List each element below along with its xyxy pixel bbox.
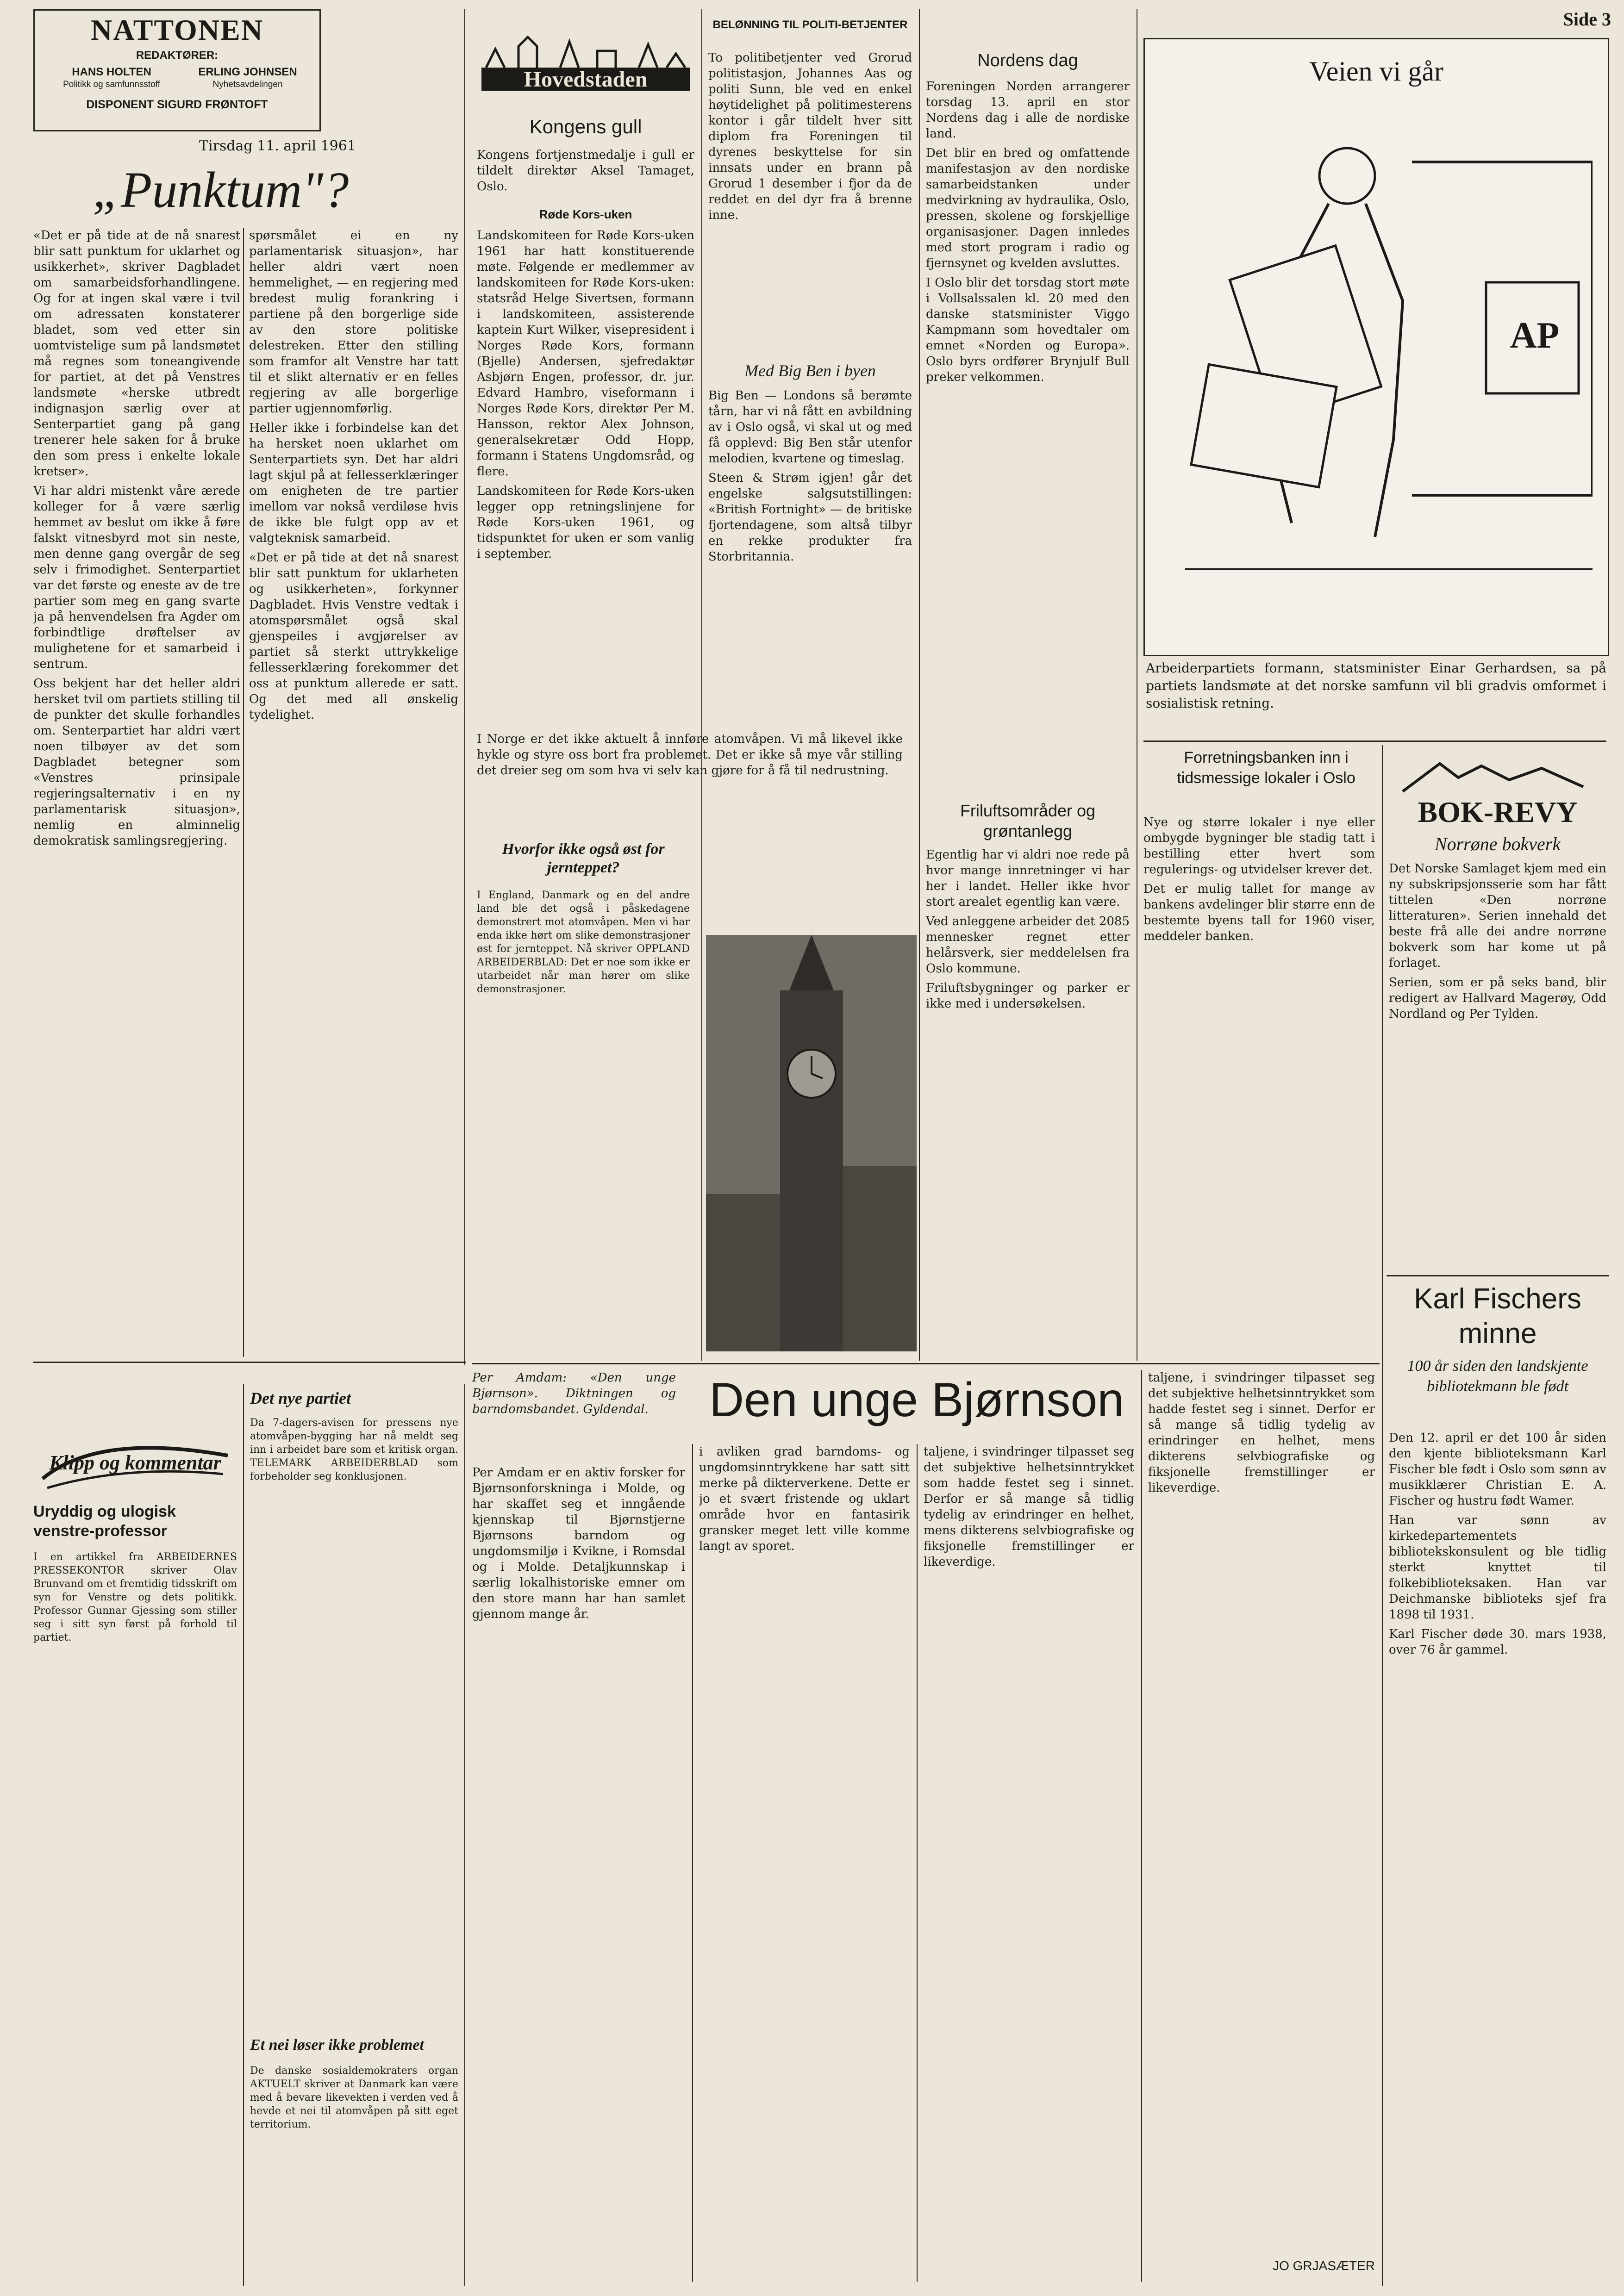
hvorfor-text: I England, Danmark og en del andre land ble det også i påskedagene demonstrert mot atomvåpen. Men vi har enda ikke hørt om slike demonstrasjoner øst for jernteppet. Nå skriver OPPLAND ARBEIDERBLAD: Det er noe som ikke er utarbeidet når man hører om slike demonstrasjoner. (477, 890, 690, 995)
editor-2-role: Nyhetsavdelingen (212, 80, 283, 89)
bjornson-paragraph: taljene, i svindringer tilpasset seg det subjektive helhetsinntrykket som hadde festet seg i sinnet. Derfor er så mange så tidlig tydelig av erindringer en helhet, mens dikterens selvbiografiske og fiksjonelle fremstillinger er likeverdige. (1148, 1371, 1375, 1495)
hov-paragraph: Landskomiteen for Røde Kors-uken 1961 har hatt konstituerende møte. Følgende er medlemmer av landskomiteen for Røde Kors-uken: statsråd Helge Sivertsen, formann i landskomiteen, assisterende kaptein Kurt Wilker, visepresident i Norges Røde Kors, formann (Bjelle) Andersen, sjefredaktør Asbjørn Engen, professor, dr. jur. Edvard Hambro, viseformann i Norges Røde Kors, direktør Per M. Hansson, rektor Alex Johnson, generalsekretær Odd Hopp, formann i Statens Ungdomsråd, og flere. (477, 229, 694, 479)
lead-headline: „Punktum"? (93, 162, 349, 218)
bjornson-col-4 (1148, 1370, 1375, 2249)
hovedstaden-title: Hovedstaden (524, 67, 648, 92)
bokrevy-title: BOK-REVY (1418, 796, 1578, 828)
bigben-subheading: Med Big Ben i byen (744, 361, 876, 380)
page-number: Side 3 (1563, 9, 1611, 30)
hovedstaden-logo (477, 28, 694, 97)
column-rule (1382, 745, 1383, 2286)
dateline: Tirsdag 11. april 1961 (199, 138, 356, 154)
editors-label: REDAKTØRER: (136, 49, 219, 62)
bigben-photo (706, 935, 917, 1351)
bokrevy-paragraph: Det Norske Samlaget kjem med ein ny subskripsjonsserie som har fått tittelen «Den norrøne litteraturen». Serien innehald det beste frå alle dei andre norrøne bokverk som har kome ut på forlaget. (1389, 862, 1606, 970)
lead-paragraph: Oss bekjent har det heller aldri hersket tvil om partiets stilling til de punkter det skulle forhandles om. Senterpartiet har aldri vært noen tilbøyer av det som Dagbladet betegner som «Venstres prinsipale regjeringsalternativ i en ny parlamentarisk situasjon», nemlig en alminnelig demokratisk samlingsregjering. (33, 677, 240, 848)
friluft-paragraph: Egentlig har vi aldri noe rede på hvor mange innretninger vi har her i landet. Heller ikke hvor stort arealet egentlig kan være. (926, 848, 1130, 909)
forretning-head: Forretningsbanken inn i tidsmessige lokaler i Oslo (1177, 749, 1355, 787)
column-rule (243, 1384, 244, 2286)
bokrevy-sub: Norrøne bokverk (1434, 834, 1561, 854)
lead-column-1 (33, 228, 240, 1357)
editor-2: ERLING JOHNSEN (198, 66, 297, 78)
belonning-text: To politibetjenter ved Grorud politistasjon, Johannes Aas og politi Sunn, ble ved en enkel høytidelighet på politimesterens kontor i går tildelt hver sitt diplom fra Foreningen til dyrenes beskyttelse for sin innsats under en brann på Grorud 1 desember i fjor da de reddet en del dyr fra å brenne inne. (708, 51, 912, 222)
friluft-paragraph: Friluftsbygninger og parker er ikke med i undersøkelsen. (926, 981, 1130, 1011)
paper-name: NATTONEN (91, 13, 263, 46)
editor-1: HANS HOLTEN (72, 66, 151, 78)
fellescol-text: I Norge er det ikke aktuelt å innføre atomvåpen. Vi må likevel ikke hykle og styre oss bort fra problemet. Det er ikke så mye vår stilling det dreier seg om som hva vi selv kan gjøre for å få til nedrustning. (477, 732, 903, 778)
fischer-text (1389, 1430, 1606, 2268)
fischer-paragraph: Han var sønn av kirkedepartementets bibliotekskonsulent og ble tidlig sterkt knyttet til folkebiblioteksaken. Han var Deichmanske biblioteks sjef fra 1898 til 1931. (1389, 1513, 1606, 1622)
nordens-paragraph: I Oslo blir det torsdag stort møte i Vollsalssalen kl. 20 med den danske statsminister Viggo Kampmann som hovedtaler om emnet «Norden og Europa». Oslo byrs ordfører Brynjulf Bull preker velkommen. (926, 276, 1130, 384)
klipp-text-1: I en artikkel fra ARBEIDERNES PRESSEKONTOR skriver Olav Brunvand om et fremtidig tidsskrift om syn for Venstre og dets politikk. Professor Gunnar Gjessing som stiller seg i sitt syn først på forhold til partiet. (33, 1551, 237, 1643)
column-rule (464, 9, 465, 1365)
lead-paragraph: Heller ikke i forbindelse kan det ha hersket noen uklarhet om Senterpartiets syn. Det har aldri lagt skjul på at fellesserklæringer om enigheten de tre partier imellom var nokså verdiløse hvis de ikke ble fulgt opp av et valgteknisk samarbeid. (249, 421, 458, 545)
nordens-paragraph: Foreningen Norden arrangerer torsdag 13. april en stor Nordens dag i alle de nordiske land. (926, 80, 1130, 141)
bjornson-head: Den unge Bjørnson (709, 1373, 1124, 1427)
fischer-paragraph: Karl Fischer døde 30. mars 1938, over 76 år gammel. (1389, 1627, 1606, 1657)
fischer-head-1: Karl Fischers (1414, 1283, 1581, 1315)
bjornson-col-1: Per Amdam er en aktiv forsker for Bjørnsonforskninga i Molde, og har skaffet seg et inngående kjennskap til Bjørnstjerne Bjørnsons barndom og ungdomsmiljø i Kvikne, i Romsdal og i Molde. Detaljkunnskap i særlig lokalhistoriske emner om den store mann har han samlet gjennom mange år. (472, 1466, 685, 1621)
klipp-sub-3: Et nei løser ikke problemet (250, 2036, 424, 2053)
column-rule (917, 1444, 918, 2282)
lead-paragraph: spørsmålet ei en ny parlamentarisk situasjon», har heller aldri vært noen hemmelighet, — en regjering med bredest mulig forankring i partiene på den borgerlige side av den store politiske delestreken. Etter den stilling som framfor alt Venstre har tatt til et slikt alternativ er en felles regjering av alle borgerlige partier ugjennomførlig. (249, 229, 458, 416)
fischer-paragraph: Den 12. april er det 100 år siden den kjente biblioteksmann Karl Fischer ble født i Oslo som sønn av musikklærer Christian E. A. Fischer og hustru født Wamer. (1389, 1431, 1606, 1508)
forretning-paragraph: Det er mulig tallet for mange av bankens avdelinger blir større enn de bestemte byens tall for 1960 viser, meddeler banken. (1143, 882, 1375, 943)
bokrevy-text (1389, 861, 1606, 1268)
hov-text (477, 228, 694, 723)
fischer-sub: 100 år siden den landskjente bibliotekmann ble født (1407, 1357, 1588, 1395)
column-rule (919, 9, 920, 1361)
klipp-sub-2: Det nye partiet (250, 1389, 351, 1407)
lead-paragraph: Vi har aldri mistenkt våre ærede kolleger for å være særlig hemmet av beslut om ikke å føre falskt vitnesbyrd mot sin neste, men denne gang overgår de seg selv i frimodighet. Senterpartiet var det første og eneste av de tre partier som meg en gang svarte ja på henvendelsen fra Agder om forbindtlige drøftelser av mulighetene for et samarbeid i sentrum. (33, 484, 240, 671)
klipp-title: Klipp og kommentar (49, 1451, 221, 1474)
editor-1-role: Politikk og samfunnsstoff (63, 80, 160, 89)
column-rule (464, 1384, 465, 2286)
cartoon-ap-label: AP (1510, 315, 1560, 356)
forretning-paragraph: Nye og større lokaler i nye eller ombygde bygninger ble stadig tatt i bestilling etter hvert som regulerings- og utvidelser krever det. (1143, 815, 1375, 877)
column-rule (692, 1444, 693, 2282)
nordens-text (926, 79, 1130, 791)
lead-paragraph: «Det er på tide at de nå snarest blir satt punktum for uklarhet og usikkerhet», skriver Dagbladet om samarbeidsforhandlingene. Og for at ingen skal være i tvil om adressaten konstaterer bladet, som ved etter sin uomtvistelige sum på landsmøtet må regnes som toneangivende for partiet, at det på Venstres landsmøte «herske utbredt indignasjon særlig over at Senterpartiet gang på gang trenerer hele saken for å bruke den som press i enkelte lokale kretser». (33, 229, 240, 479)
cartoon-drawing (1162, 106, 1593, 634)
bjornson-signature: JO GRJASÆTER (1273, 2259, 1375, 2273)
bigben-paragraph: Steen & Strøm igjen! går det engelske salgsutstillingen: «British Fortnight» — de britiske fjortendagene, som altså tilbyr en rekke produkter fra Storbritannia. (708, 471, 912, 564)
bjornson-col-2: i avliken grad barndoms- og ungdomsinntrykkene har satt sitt merke på dikterverkene. Dette er jo et svært fristende og uklart område hvor en fantasirik gransker meget lett ville komme langt av sporet. (699, 1445, 910, 1553)
bigben-text (708, 388, 912, 740)
klipp-text-2: Da 7-dagers-avisen for pressens nye atomvåpen-bygging har nå meldt seg inn i arbeidet bare som et kritisk organ. TELEMARK ARBEIDERBLAD som forbeholder seg konklusjonen. (250, 1417, 458, 1482)
lead-paragraph: «Det er på tide at det nå snarest blir satt punktum for uklarheten og usikkerheten», forkynner Dagbladet. Hvis Venstre vedtak i atomspørsmålet også skal gjenspeiles i avgjørelser av partiet så sterkt uttrykkelige fellesserklæring forekommer det oss at punktum allerede er satt. Og det med all ønskelig tydelighet. (249, 551, 458, 722)
hov-paragraph: Landskomiteen for Røde Kors-uken legger opp retningslinjene for Røde Kors-uken 1961, og tidspunktet for uken er som vanlig i september. (477, 484, 694, 561)
cartoon-caption: Arbeiderpartiets formann, statsminister Einar Gerhardsen, sa på partiets landsmøte at det norske samfunn vil bli gradvis omformet i sosialistisk retning. (1146, 660, 1606, 711)
section-rule (472, 1363, 1380, 1364)
friluft-text (926, 847, 1130, 1356)
klipp-logo (33, 1437, 237, 1493)
bjornson-col-3: taljene, i svindringer tilpasset seg det subjektive helhetsinntrykket som hadde festet seg i sinnet. Derfor er så mange så tidlig tydelig av erindringer en helhet, mens dikterens selvbiografiske og fiksjonelle fremstillinger er likeverdige. (924, 1445, 1134, 1569)
nordens-head: Nordens dag (977, 51, 1078, 70)
section-rule (1387, 1275, 1609, 1276)
bigben-paragraph: Big Ben — Londons så berømte tårn, har vi nå fått en avbildning av i Oslo også, vi skal ut og med få opplevd: Big Ben står utenfor melodien, kvartene og timeslag. (708, 389, 912, 466)
column-rule (1141, 1370, 1142, 2282)
hvorfor-heading: Hvorfor ikke også øst for jernteppet? (502, 840, 665, 876)
section-rule (1143, 740, 1606, 742)
nordens-paragraph: Det blir en bred og omfattende manifestasjon av den nordiske samarbeidstanken under medvirkning av hydraulika, Oslo, pressen, skolene og forskjellige organisasjoner. Dagen innledes med stort program i radio og fjernsynet og kvelden avsluttes. (926, 146, 1130, 270)
cartoon-title: Veien vi går (1309, 56, 1443, 87)
bokrevy-paragraph: Serien, som er på seks band, blir redigert av Hallvard Magerøy, Odd Nordland og Per Tylden. (1389, 976, 1606, 1021)
manager: DISPONENT SIGURD FRØNTOFT (86, 98, 268, 111)
section-rule (33, 1362, 466, 1363)
column-rule (701, 9, 702, 1361)
klipp-text-3: De danske sosialdemokraters organ AKTUELT skriver at Danmark kan være med å bevare likevekten i verden ved å hevde et nei til atomvåpen på sitt eget territorium. (250, 2065, 458, 2130)
klipp-sub-1: Uryddig og ulogisk venstre-professor (33, 1503, 176, 1540)
bjornson-teaser: Per Amdam: «Den unge Bjørnson». Diktningen og barndomsbandet. Gyldendal. (472, 1371, 676, 1416)
fischer-head-2: minne (1458, 1318, 1537, 1350)
friluft-paragraph: Ved anleggene arbeider det 2085 mennesker regnet etter helårsverk, sier meddelelsen fra Oslo kommune. (926, 915, 1130, 976)
hov-subheading: Kongens gull (529, 116, 642, 137)
bokrevy-logo (1389, 759, 1606, 833)
lead-column-2 (249, 228, 458, 1357)
hov-subheading-2: Røde Kors-uken (539, 207, 632, 221)
forretning-text (1143, 815, 1375, 1361)
column-rule (243, 228, 244, 1357)
friluft-head: Friluftsområder og grøntanlegg (960, 801, 1096, 840)
belonning-head: BELØNNING TIL POLITI-BETJENTER (712, 19, 908, 31)
hov-text: Kongens fortjenstmedalje i gull er tildelt direktør Aksel Tamaget, Oslo. (477, 148, 694, 193)
